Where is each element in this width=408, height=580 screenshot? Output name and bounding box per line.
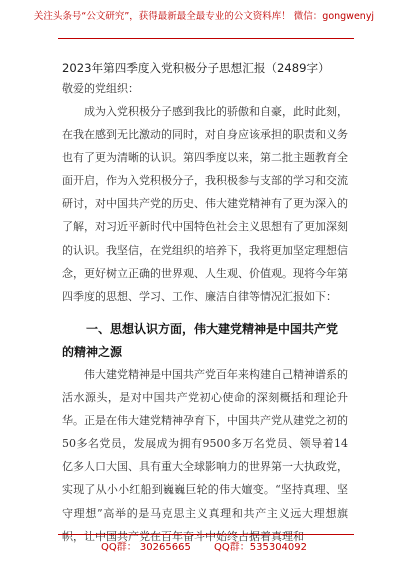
header-banner: 关注头条号“公文研究”，获得最新最全最专业的公文资料库！ 微信：gongwenyj	[33, 11, 375, 22]
paragraph-body: 伟大建党精神是中国共产党百年来构建自己精神谱系的活水源头，是对中国共产党初心使命的深刻概括和理论升华。正是在伟大建党精神孕育下，中国共产党从建党之初的50多名党员，发展成为拥有9500多万名党员、领导着14亿多人口大国、具有重大全球影响力的世界第一大执政党，实现了从小小红船到巍巍巨轮的伟大嬗变。“坚持真理、坚守理想”高举的是马克思主义真理和共产主义远大理想旗帜，让中国共产党在百年奋斗中始终占据着真理和	[62, 368, 348, 543]
document-title: 2023年第四季度入党积极分子思想汇报（2489字）	[62, 61, 330, 75]
header-divider	[58, 38, 354, 39]
paragraph-intro: 成为入党积极分子感到我比的骄傲和自豪，此时此刻，在我在感到无比激动的同时，对自身应该承担的职责和义务也有了更为清晰的认识。第四季度以来，第二批主题教育全面开启，作为入党积极分子，我积极参与支部的学习和交流研讨，对中国共产党的历史、伟大建党精神有了更为深入的了解，对习近平新时代中国特色社会主义思想有了更加深刻的认识。我坚信，在党组织的培养下，我将更加坚定理想信念，更好树立正确的世界观、人生观、价值观。现将今年第四季度的思想、学习、工作、廉洁自律等情况汇报如下：	[62, 105, 348, 303]
footer-qq-group-2: QQ群：535304092	[214, 542, 308, 553]
footer-divider	[58, 534, 354, 535]
footer-qq-group-1: QQ群： 30265665	[100, 542, 191, 553]
footer	[0, 538, 408, 553]
section-heading: 一、思想认识方面，伟大建党精神是中国共产党的精神之源	[62, 322, 339, 359]
salutation: 敬爱的党组织：	[62, 82, 139, 95]
